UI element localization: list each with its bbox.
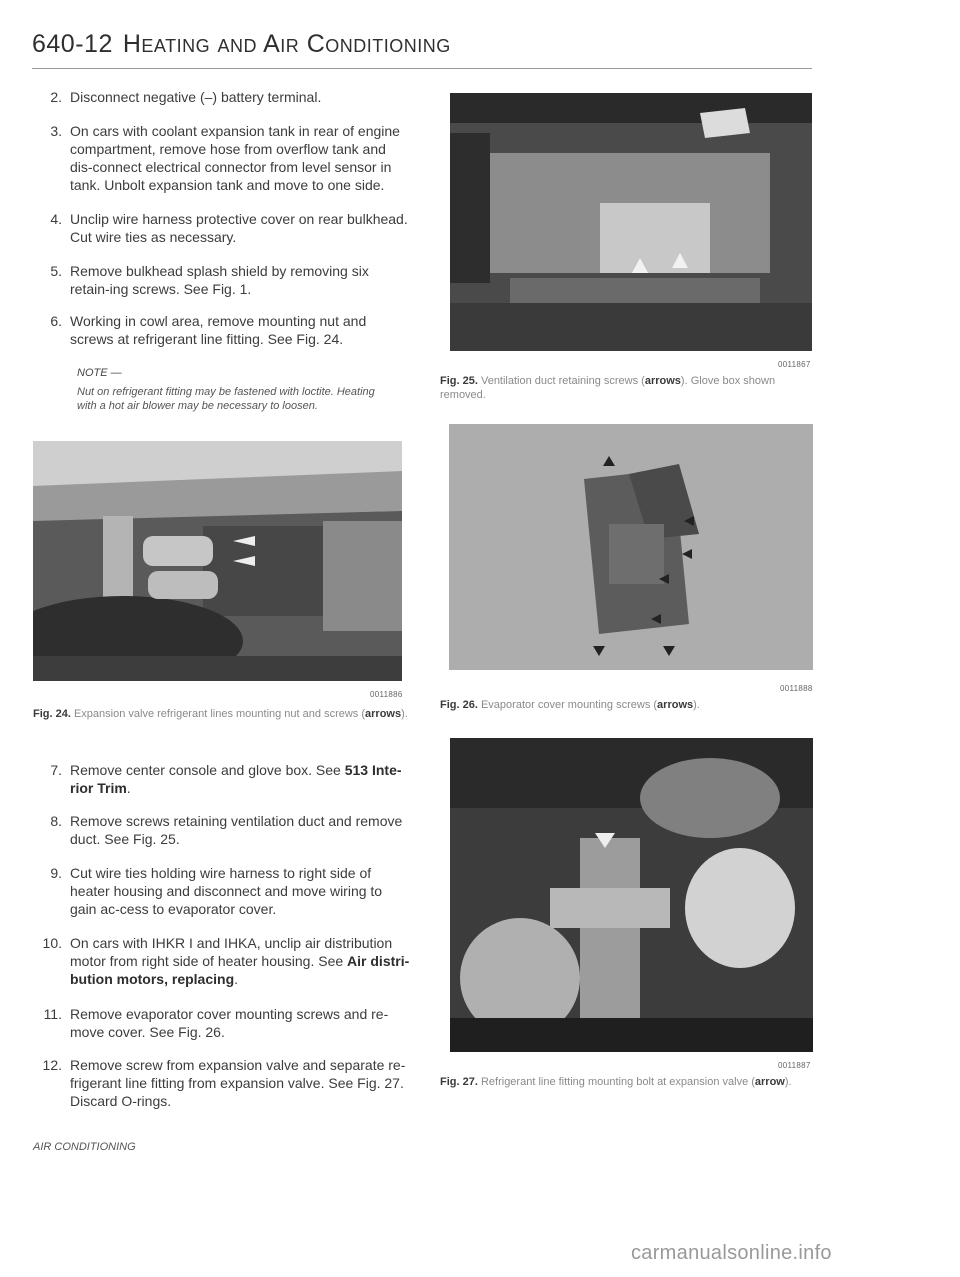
step-text: Remove bulkhead splash shield by removing six retain-ing screws. See Fig. 1. [70,263,369,297]
figure-label: Fig. 25. [440,375,478,387]
step-text: Unclip wire harness protective cover on rear bulkhead. Cut wire ties as necessary. [70,211,408,245]
step-number: 4. [50,211,62,227]
step-text-part: On cars with IHKR I and IHKA, unclip air distribution motor from right side of heater housing. See [70,935,393,969]
step-8 [40,812,410,848]
fig24-photo [33,441,402,681]
step-number: 11. [43,1006,62,1022]
header-rule [32,68,812,69]
caption-text: Evaporator cover mounting screws ( [480,699,658,711]
step-text-end: . [234,971,239,987]
step-number: 3. [50,123,62,139]
figure-label: Fig. 24. [33,708,71,720]
fig25-caption [440,374,820,402]
fig25-photo [450,93,812,351]
step-number: 12. [42,1057,62,1073]
step-text: Remove evaporator cover mounting screws and re-move cover. See Fig. 26. [70,1006,389,1040]
step-7 [40,761,410,797]
fig27-photo [450,738,813,1052]
step-number: 6. [50,313,62,329]
fig24-caption [33,707,413,721]
step-2 [40,88,400,106]
fig27-caption [440,1075,830,1089]
fig24-photo-id: 0011886 [370,690,403,699]
note-heading: NOTE — [77,367,122,379]
caption-text: Expansion valve refrigerant lines mounting nut and screws ( [73,708,366,720]
cross-reference: 513 Inte-rior Trim [70,762,402,796]
page-title: Heating and Air Conditioning [122,30,451,58]
step-number: 9. [50,865,62,881]
step-text: Cut wire ties holding wire harness to right side of heater housing and disconnect and move wiring to gain ac-cess to evaporator cover. [70,865,383,917]
step-12 [40,1056,410,1110]
step-number: 8. [50,813,62,829]
step-text: Disconnect negative (–) battery terminal. [70,89,322,105]
caption-text: Ventilation duct retaining screws ( [480,375,645,387]
step-text [40,934,410,988]
step-5 [40,262,410,298]
step-text: Working in cowl area, remove mounting nut and screws at refrigerant line fitting. See Fig. 24. [70,313,367,347]
caption-text-end: ). [401,708,408,720]
step-3 [40,122,410,194]
step-number: 10. [42,935,62,951]
step-text-end: . [126,780,131,796]
fig26-photo-id: 0011888 [780,684,813,693]
step-text: On cars with coolant expansion tank in rear of engine compartment, remove hose from overflow tank and dis-connect electrical connector from level sensor in tank. Unbolt expansion tank and move to one side. [70,123,400,193]
step-text: Remove screws retaining ventilation duct and remove duct. See Fig. 25. [70,813,403,847]
figure-label: Fig. 27. [440,1076,478,1088]
step-4 [40,210,410,246]
step-text [40,761,410,797]
step-11 [40,1005,410,1041]
note-text: Nut on refrigerant fitting may be fastened with loctite. Heating with a hot air blower may be necessary to loosen. [77,386,375,412]
step-number: 2. [50,89,62,105]
step-9 [40,864,410,918]
caption-text-end: ). [784,1076,792,1088]
caption-highlight: arrows [644,375,681,387]
section-footer: AIR CONDITIONING [33,1141,136,1153]
watermark: carmanualsonline.info [631,1242,832,1264]
step-number: 5. [50,263,62,279]
step-text: Remove screw from expansion valve and separate re-frigerant line fitting from expansion valve. See Fig. 27. Discard O-rings. [70,1057,406,1109]
fig25-photo-id: 0011867 [778,360,811,369]
caption-text-end: ). [693,699,700,711]
caption-highlight: arrows [657,699,694,711]
caption-highlight: arrow [754,1076,785,1088]
fig26-caption [440,698,820,712]
caption-text-end: ). Glove box shown removed. [440,375,776,401]
step-text-part: Remove center console and glove box. See [70,762,345,778]
fig27-photo-id: 0011887 [778,1061,811,1070]
step-number: 7. [50,762,62,778]
page-header [32,30,812,59]
cross-reference: Air distri-bution motors, replacing [70,953,410,987]
caption-highlight: arrows [365,708,402,720]
step-6 [40,312,410,348]
step-10 [40,934,410,988]
fig26-photo [449,424,813,670]
figure-label: Fig. 26. [440,699,478,711]
caption-text: Refrigerant line fitting mounting bolt at expansion valve ( [480,1076,755,1088]
page-number: 640-12 [32,30,113,58]
